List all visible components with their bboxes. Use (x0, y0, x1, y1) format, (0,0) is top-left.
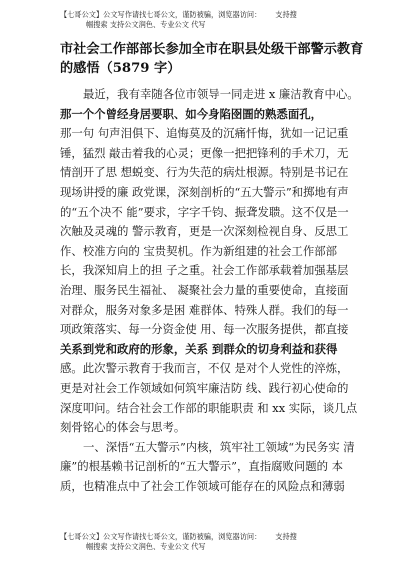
header-line-2: 帼搜索 支持公文润色、专业公文 代写 (86, 20, 206, 29)
body-line: 现场讲授的廉 政党课，深刻剖析的“五大警示”和掷地有声 (60, 184, 349, 199)
document-title: 市社会工作部部长参加全市在职县处级干部警示教育的感悟（5879 字） (60, 42, 364, 76)
section-heading-line: 一、深悟“五大警示”内核，筑牢社工领域“为民务实 清 (83, 439, 355, 454)
body-line: 情剖开了思 想蜕变、行为失范的病灶根源。特别是书记在 (60, 165, 349, 180)
footer-line-1 (60, 532, 360, 542)
body-line: 对群众，服务对象多是困 难群体、特殊人群。我们的每一 (60, 302, 349, 317)
body-line: 项政策落实、每一分资金使 用、每一次服务提供，都直接 (60, 322, 349, 337)
header-ad-suffix: 支持搜 (275, 10, 297, 19)
page-header-watermark (60, 10, 360, 30)
footer-line-2: 帼搜索 支持公文润色、专业公文 代写 (86, 542, 206, 551)
body-line: 治理、服务民生福祉、 凝聚社会力量的重要使命，直接面 (60, 282, 349, 297)
header-line-1 (60, 10, 360, 20)
body-line: 那一句 句声泪俱下、追悔莫及的沉痛忏悔，犹如一记记重 (60, 126, 349, 141)
body-line: 刻骨铭心的体会与思考。 (60, 420, 186, 435)
body-line (60, 340, 366, 360)
body-line: 感。此次警示教育于我而言，不仅 是对个人党性的淬炼， (60, 361, 349, 376)
body-line: 最近，我有幸随各位市领导一同走进 x 廉洁教育中心。 (83, 87, 359, 101)
body-line: 质，也精准点中了社会工作领域可能存在的风险点和薄弱 (60, 478, 345, 493)
footer-ad-suffix: 支持搜 (275, 532, 297, 541)
page-footer-watermark (60, 532, 360, 552)
body-line: 廉”的根基赖书记剖析的“五大警示”，直指腐败问题的 本 (60, 459, 344, 474)
body-line: 锤，猛烈 敲击着我的心灵；更像一把把锋利的手术刀，无 (60, 145, 349, 160)
body-line: 作、校准方向的 宝贵契机。作为新组建的社会工作部部 (60, 243, 337, 258)
body-line-text: 关系到党和政府的形象，关系 到群众的切身利益和获得 (60, 341, 338, 356)
document-body (60, 85, 366, 496)
header-ad-text: 【七哥公文】公文写作请找七哥公文，谨防被骗，浏览器访问： (60, 10, 262, 19)
body-line-text: 那一个个曾经身居要职、如今身陷囹圄的熟悉面孔， (60, 106, 322, 121)
body-line: 的“五个决不 能”要求，字字千钧、振聋发聩。这不仅是一 (60, 204, 349, 219)
body-line: 深度叩问。结合社会工作部的职能职责 和 xx 实际，谈几点 (60, 400, 358, 415)
footer-ad-text: 【七哥公文】公文写作请找七哥公文，谨防被骗，浏览器访问： (60, 532, 262, 541)
body-line: 次触及灵魂的 警示教育，更是一次深刻检视自身、反思工 (60, 224, 349, 239)
body-line: 更是对社会工作领域如何筑牢廉洁防 线、践行初心使命的 (60, 380, 349, 395)
body-line: 长，我深知肩上的担 子之重。社会工作部承载着加强基层 (60, 263, 349, 278)
body-line (60, 105, 366, 125)
